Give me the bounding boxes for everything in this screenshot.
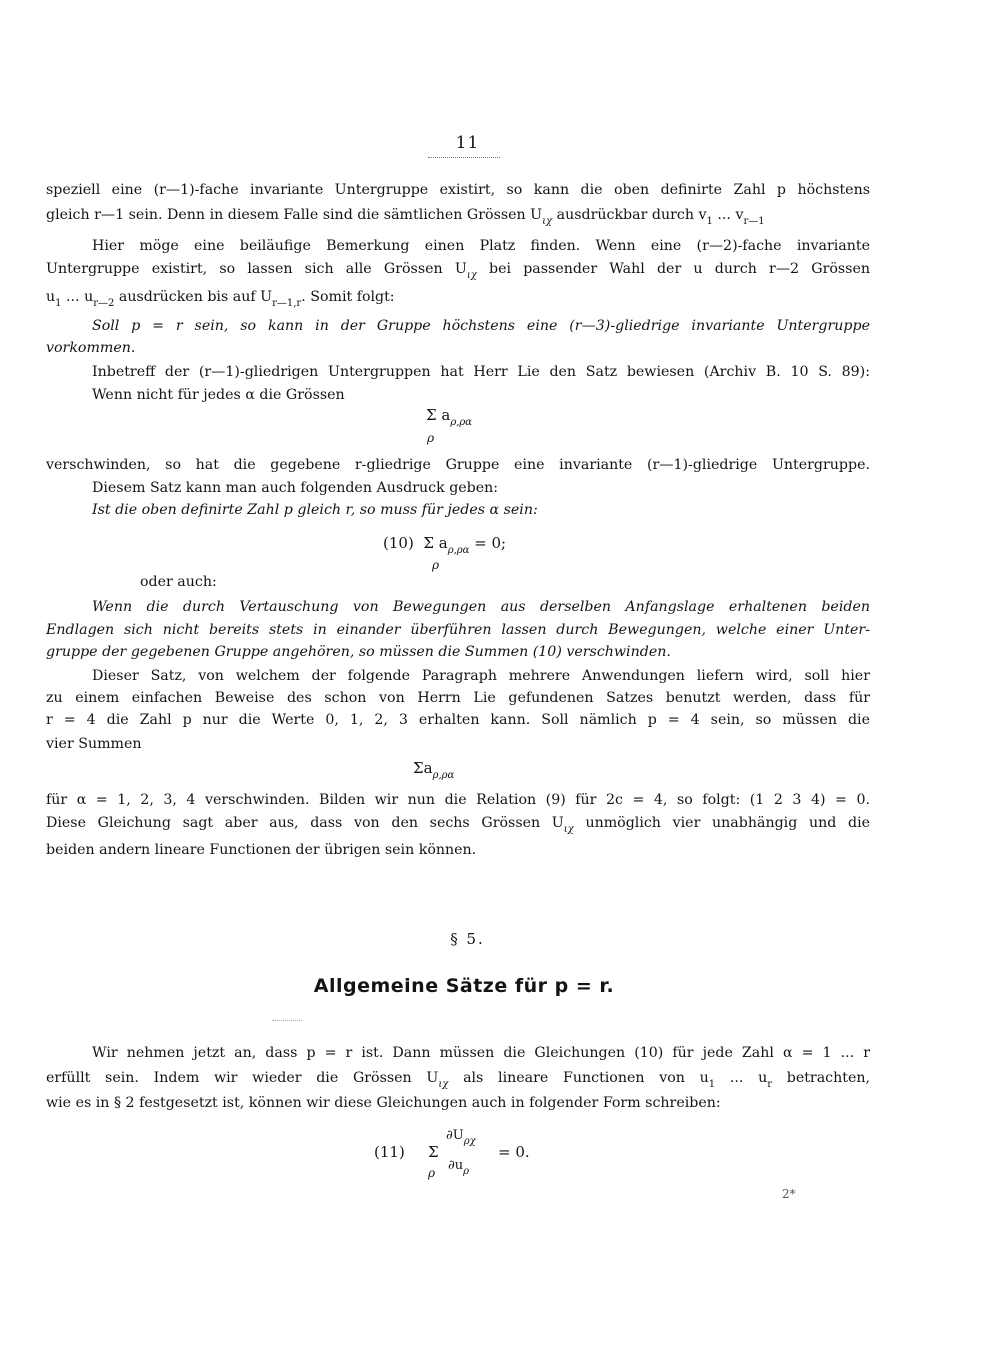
subscript: ιχ <box>438 1079 449 1090</box>
text-span: ... v <box>717 207 744 223</box>
text-line <box>46 259 870 281</box>
text-line: Hier möge eine beiläufige Bemerkung einen Platz finden. Wenn eine (r—2)-fache invariante <box>92 238 870 254</box>
sum-symbol: Σ <box>423 534 434 552</box>
text-line: beiden andern lineare Functionen der übrigen sein können. <box>46 842 477 858</box>
subscript: r—1,r <box>272 298 302 309</box>
text-line: Dieser Satz, von welchem der folgende Paragraph mehrere Anwendungen liefern wird, soll hier <box>92 668 870 684</box>
sum-symbol: Σ <box>426 406 437 424</box>
text-line: r = 4 die Zahl p nur die Werte 0, 1, 2, 3 erhalten kann. Soll nämlich p = 4 sein, so müssen die <box>46 712 870 728</box>
text-line: vier Summen <box>46 736 142 752</box>
formula-sum <box>426 405 472 428</box>
subscript: ρ,ρα <box>450 417 473 428</box>
text-line: wie es in § 2 festgesetzt ist, können wir diese Gleichungen auch in folgender Form schreiben: <box>46 1095 721 1111</box>
text-span: ... u <box>66 289 94 305</box>
subscript: r <box>767 1079 773 1090</box>
subscript: ρ,ρα <box>447 545 470 556</box>
fraction-denominator <box>448 1156 469 1177</box>
text-line: Soll p = r sein, so kann in der Gruppe höchstens eine (r—3)-gliedrige invariante Untergruppe <box>92 318 870 334</box>
subscript: ρ <box>463 1166 469 1177</box>
subscript: 1 <box>708 1079 716 1090</box>
signature-mark: 2* <box>782 1187 796 1201</box>
sum-index: ρ <box>428 1166 436 1180</box>
text-line: verschwinden, so hat die gegebene r-gliedrige Gruppe eine invariante (r—1)-gliedrige Untergruppe. <box>46 457 870 473</box>
text-line: Endlagen sich nicht bereits stets in einander überführen lassen durch Bewegungen, welche einer Unter- <box>46 622 870 638</box>
text-span: betrachten, <box>786 1070 870 1086</box>
text-span: Somit folgt: <box>310 289 395 305</box>
subscript: ιχ <box>466 270 477 281</box>
subscript: r—1 <box>743 216 765 227</box>
text-line: Wir nehmen jetzt an, dass p = r ist. Dann müssen die Gleichungen (10) für jede Zahl α = 1 ... r <box>92 1045 870 1061</box>
partial-u: ∂U <box>446 1128 464 1143</box>
text-line: Wenn nicht für jedes α die Grössen <box>92 387 345 403</box>
text-line <box>46 1068 870 1090</box>
dotted-mark <box>272 1020 302 1021</box>
equation-label: (10) <box>383 534 414 552</box>
text-line: speziell eine (r—1)-fache invariante Untergruppe existirt, so kann die oben definirte Zahl p höchstens <box>46 182 870 198</box>
text-span: erfüllt sein. Indem wir wieder die Grössen U <box>46 1070 439 1086</box>
text-line: oder auch: <box>140 574 217 590</box>
text-span: ausdrückbar durch v <box>556 207 707 223</box>
text-span: als lineare Functionen von u <box>463 1070 709 1086</box>
text-line: Diesem Satz kann man auch folgenden Ausdruck geben: <box>92 480 499 496</box>
formula-a: a <box>438 534 448 552</box>
page-number: 11 <box>455 133 480 153</box>
text-span: ausdrücken bis auf U <box>118 289 273 305</box>
text-span: bei passender Wahl der u durch r—2 Grössen <box>489 261 870 277</box>
text-line: $u_1$ ... $u_{r—2}$ ausdrücken bis auf $U_{r—1,r}$. Somit folgt: <box>46 289 395 309</box>
text-span: gleich r—1 sein. Denn in diesem Falle sind die sämtlichen Grössen U <box>46 207 543 223</box>
formula-a: a <box>423 759 433 777</box>
equation-rhs: = 0. <box>498 1143 530 1161</box>
text-line: zu einem einfachen Beweise des schon von Herrn Lie gefundenen Satzes benutzt werden, dass für <box>46 690 870 706</box>
subscript: ρχ <box>463 1136 476 1147</box>
formula-sum <box>413 758 454 781</box>
text-line: Wenn die durch Vertauschung von Bewegungen aus derselben Anfangslage erhaltenen beiden <box>92 599 870 615</box>
sum-index: ρ <box>432 558 440 572</box>
formula-a: a <box>441 406 451 424</box>
equation-rhs: = 0; <box>474 534 507 552</box>
subscript: ιχ <box>563 824 574 835</box>
subscript: ρ,ρα <box>432 770 455 781</box>
section-number: § 5. <box>450 930 485 948</box>
text-line <box>46 813 870 835</box>
text-span: Diese Gleichung sagt aber aus, dass von den sechs Grössen U <box>46 815 564 831</box>
partial-u: ∂u <box>448 1158 464 1173</box>
sum-symbol: Σ <box>413 759 424 777</box>
subscript: 1 <box>55 298 62 309</box>
sum-symbol: Σ <box>428 1143 439 1161</box>
text-span: unmöglich vier unabhängig und die <box>585 815 870 831</box>
equation-10 <box>383 533 506 556</box>
text-line: Inbetreff der (r—1)-gliedrigen Untergruppen hat Herr Lie den Satz bewiesen (Archiv B. 10 S. 89): <box>92 364 870 380</box>
text-span: Untergruppe existirt, so lassen sich alle Grössen U <box>46 261 467 277</box>
sum-index: ρ <box>427 431 435 445</box>
text-span: ... u <box>729 1070 768 1086</box>
text-line <box>46 205 870 227</box>
text-line: vorkommen. <box>46 340 136 356</box>
page-number-rule <box>428 157 500 158</box>
fraction-numerator <box>446 1126 476 1147</box>
text-span: u <box>46 289 56 305</box>
subscript: r—2 <box>93 298 115 309</box>
subscript: 1 <box>706 216 713 227</box>
text-line: Ist die oben definirte Zahl p gleich r, so muss für jedes α sein: <box>92 502 538 518</box>
section-heading: Allgemeine Sätze für p = r. <box>313 975 615 997</box>
equation-11-label: (11) <box>374 1143 405 1161</box>
text-line: für α = 1, 2, 3, 4 verschwinden. Bilden wir nun die Relation (9) für 2c = 4, so folgt: (1 2 3 4) = 0. <box>46 792 870 808</box>
subscript: ιχ <box>542 216 553 227</box>
text-line: gruppe der gegebenen Gruppe angehören, so müssen die Summen (10) verschwinden. <box>46 644 671 660</box>
